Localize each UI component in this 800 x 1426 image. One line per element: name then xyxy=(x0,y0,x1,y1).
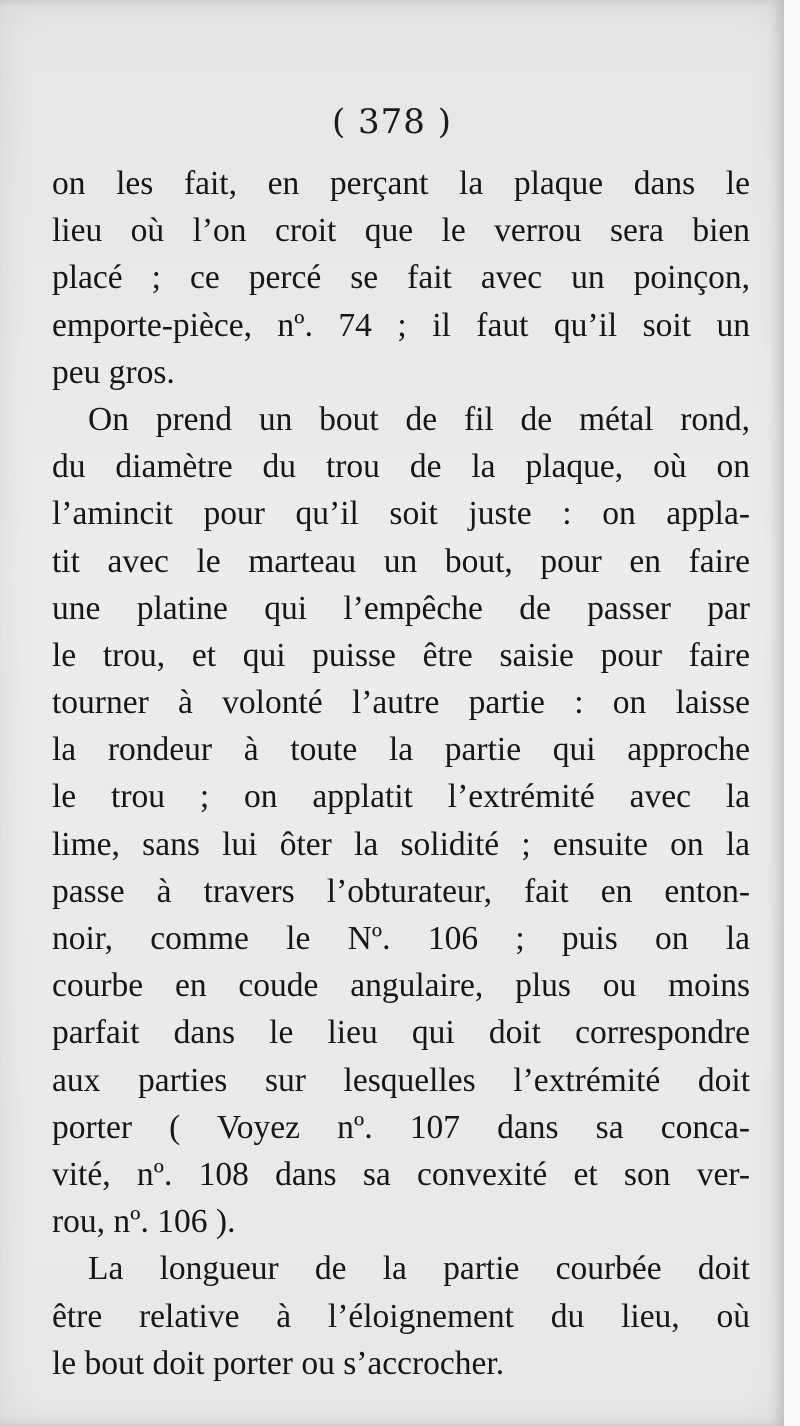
page-edge xyxy=(784,0,800,1426)
text-line: on les fait, en perçant la plaque dans le xyxy=(52,165,750,202)
text-line: le trou, et qui puisse être saisie pour faire xyxy=(52,636,750,674)
text-line: le bout doit porter ou s’accrocher. xyxy=(52,1344,505,1382)
text-line: emporte-pièce, nº. 74 ; il faut qu’il soit un xyxy=(52,306,750,344)
text-line: noir, comme le Nº. 106 ; puis on la xyxy=(52,920,750,957)
text-line: porter ( Voyez nº. 107 dans sa conca- xyxy=(52,1108,750,1146)
text-line: le trou ; on applatit l’extrémité avec la xyxy=(52,778,750,816)
text-line: aux parties sur lesquelles l’extrémité doit xyxy=(52,1061,750,1099)
text-line: placé ; ce percé se fait avec un poinçon, xyxy=(52,259,750,297)
text-line: une platine qui l’empêche de passer par xyxy=(52,589,750,627)
text-line: parfait dans le lieu qui doit correspondre xyxy=(52,1014,750,1052)
body-text xyxy=(52,160,750,1387)
text-line: du diamètre du trou de la plaque, où on xyxy=(52,448,750,486)
text-line: lime, sans lui ôter la solidité ; ensuite on la xyxy=(52,825,750,863)
text-line: peu gros. xyxy=(52,353,175,391)
text-line: tourner à volonté l’autre partie : on laisse xyxy=(52,684,750,722)
text-line: On prend un bout de fil de métal rond, xyxy=(88,400,750,438)
text-line: lieu où l’on croit que le verrou sera bien xyxy=(52,212,750,250)
page-number: ( 378 ) xyxy=(331,102,453,142)
text-line: vité, nº. 108 dans sa convexité et son ver- xyxy=(52,1155,750,1193)
text-line: tit avec le marteau un bout, pour en faire xyxy=(52,542,750,580)
text-line: passe à travers l’obturateur, fait en enton- xyxy=(52,872,750,910)
text-line: courbe en coude angulaire, plus ou moins xyxy=(52,967,750,1005)
text-line: rou, nº. 106 ). xyxy=(52,1203,236,1241)
text-line: être relative à l’éloignement du lieu, où xyxy=(52,1297,750,1335)
text-line: La longueur de la partie courbée doit xyxy=(88,1250,750,1288)
text-line: la rondeur à toute la partie qui approche xyxy=(52,731,750,769)
text-line: l’amincit pour qu’il soit juste : on appla- xyxy=(52,495,750,533)
